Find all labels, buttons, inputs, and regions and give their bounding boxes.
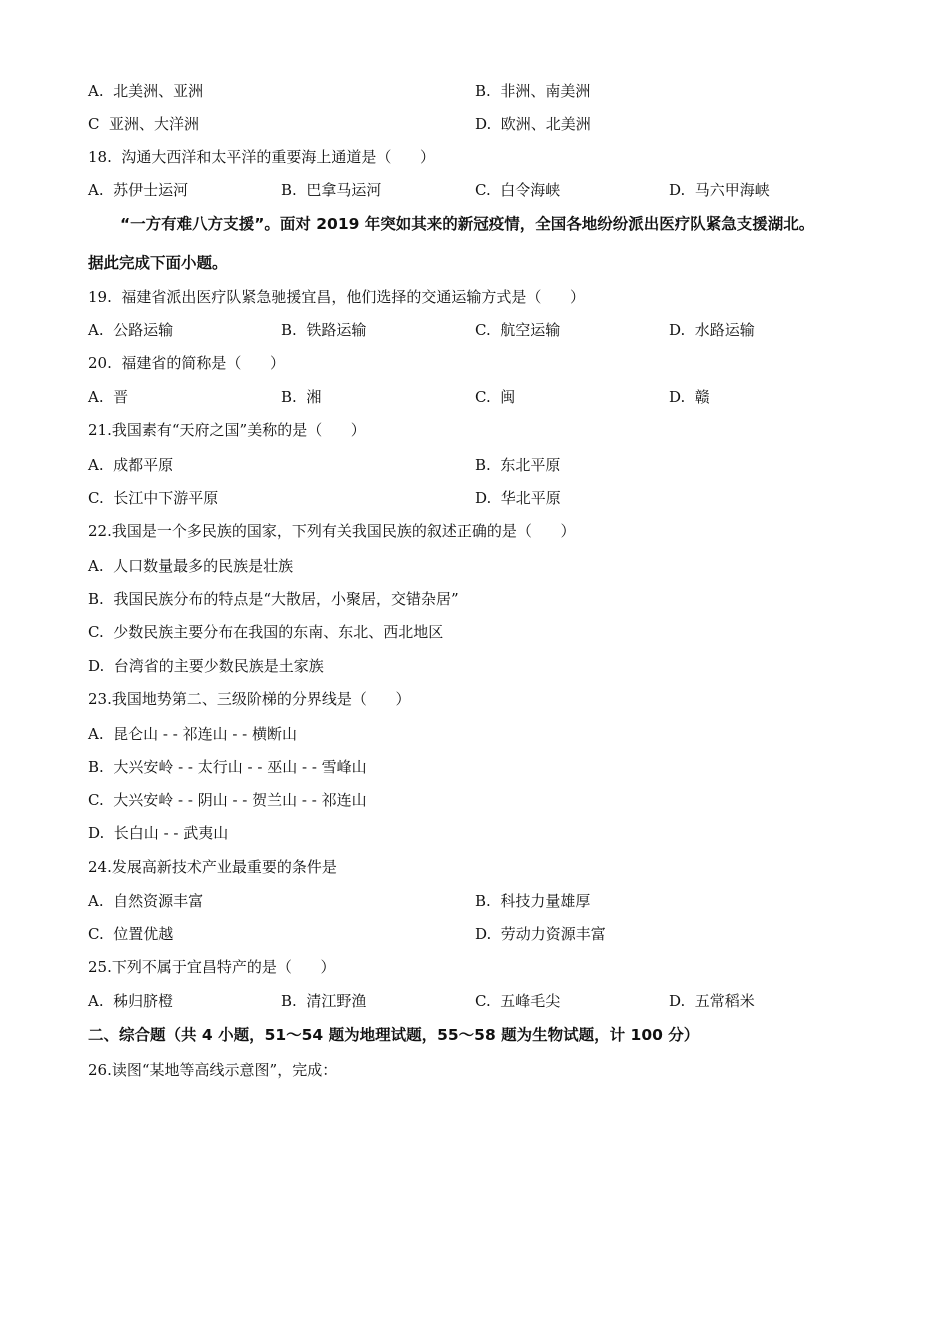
q23-option-c: C. 大兴安岭 - - 阴山 - - 贺兰山 - - 祁连山 (88, 791, 367, 809)
q21-option-a: A. 成都平原 (88, 456, 174, 474)
q23-option-b: B. 大兴安岭 - - 太行山 - - 巫山 - - 雪峰山 (88, 758, 367, 776)
q22-option-a: A. 人口数量最多的民族是壮族 (88, 557, 294, 575)
q24-option-d: D. 劳动力资源丰富 (475, 925, 606, 943)
q21-stem: 21.我国素有“天府之国”美称的是（ ） (88, 421, 366, 439)
q20-option-b: B. 湘 (281, 388, 322, 406)
q21-option-d: D. 华北平原 (475, 489, 561, 507)
q17-option-c: C 亚洲、大洋洲 (88, 115, 200, 133)
q18-option-c: C. 白令海峡 (475, 181, 561, 199)
q20-option-c: C. 闽 (475, 388, 516, 406)
q18-option-b: B. 巴拿马运河 (281, 181, 382, 199)
passage-line-1: “一方有难八方支援”。面对 2019 年突如其来的新冠疫情，全国各地纷纷派出医疗队紧急支援湖北。 (120, 215, 815, 233)
q19-option-c: C. 航空运输 (475, 321, 561, 339)
q25-option-a: A. 秭归脐橙 (88, 992, 174, 1010)
q20-option-d: D. 赣 (669, 388, 710, 406)
q18-option-a: A. 苏伊士运河 (88, 181, 189, 199)
q19-option-a: A. 公路运输 (88, 321, 174, 339)
q18-option-d: D. 马六甲海峡 (669, 181, 770, 199)
q25-option-b: B. 清江野渔 (281, 992, 367, 1010)
q25-stem: 25.下列不属于宜昌特产的是（ ） (88, 958, 336, 976)
q19-option-b: B. 铁路运输 (281, 321, 367, 339)
q17-option-a: A. 北美洲、亚洲 (88, 82, 204, 100)
q22-stem: 22.我国是一个多民族的国家，下列有关我国民族的叙述正确的是（ ） (88, 522, 576, 540)
q24-option-b: B. 科技力量雄厚 (475, 892, 591, 910)
q22-option-d: D. 台湾省的主要少数民族是土家族 (88, 657, 324, 675)
q24-option-a: A. 自然资源丰富 (88, 892, 204, 910)
q23-option-d: D. 长白山 - - 武夷山 (88, 824, 229, 842)
q24-stem: 24.发展高新技术产业最重要的条件是 (88, 858, 337, 876)
q21-option-b: B. 东北平原 (475, 456, 561, 474)
section-2-heading: 二、综合题（共 4 小题，51～54 题为地理试题，55～58 题为生物试题，计 100 分） (88, 1026, 700, 1044)
q25-option-c: C. 五峰毛尖 (475, 992, 561, 1010)
q21-option-c: C. 长江中下游平原 (88, 489, 219, 507)
q20-option-a: A. 晋 (88, 388, 129, 406)
q19-option-d: D. 水路运输 (669, 321, 755, 339)
q23-stem: 23.我国地势第二、三级阶梯的分界线是（ ） (88, 690, 411, 708)
q22-option-c: C. 少数民族主要分布在我国的东南、东北、西北地区 (88, 623, 444, 641)
q19-stem: 19. 福建省派出医疗队紧急驰援宜昌，他们选择的交通运输方式是（ ） (88, 288, 586, 306)
q24-option-c: C. 位置优越 (88, 925, 174, 943)
q22-option-b: B. 我国民族分布的特点是“大散居，小聚居，交错杂居” (88, 590, 459, 608)
q17-option-d: D. 欧洲、北美洲 (475, 115, 591, 133)
q26-stem: 26.读图“某地等高线示意图”，完成： (88, 1061, 338, 1079)
q20-stem: 20. 福建省的简称是（ ） (88, 354, 286, 372)
q25-option-d: D. 五常稻米 (669, 992, 755, 1010)
passage-line-2: 据此完成下面小题。 (88, 254, 228, 272)
q23-option-a: A. 昆仑山 - - 祁连山 - - 横断山 (88, 725, 298, 743)
q18-stem: 18. 沟通大西洋和太平洋的重要海上通道是（ ） (88, 148, 436, 166)
q17-option-b: B. 非洲、南美洲 (475, 82, 591, 100)
